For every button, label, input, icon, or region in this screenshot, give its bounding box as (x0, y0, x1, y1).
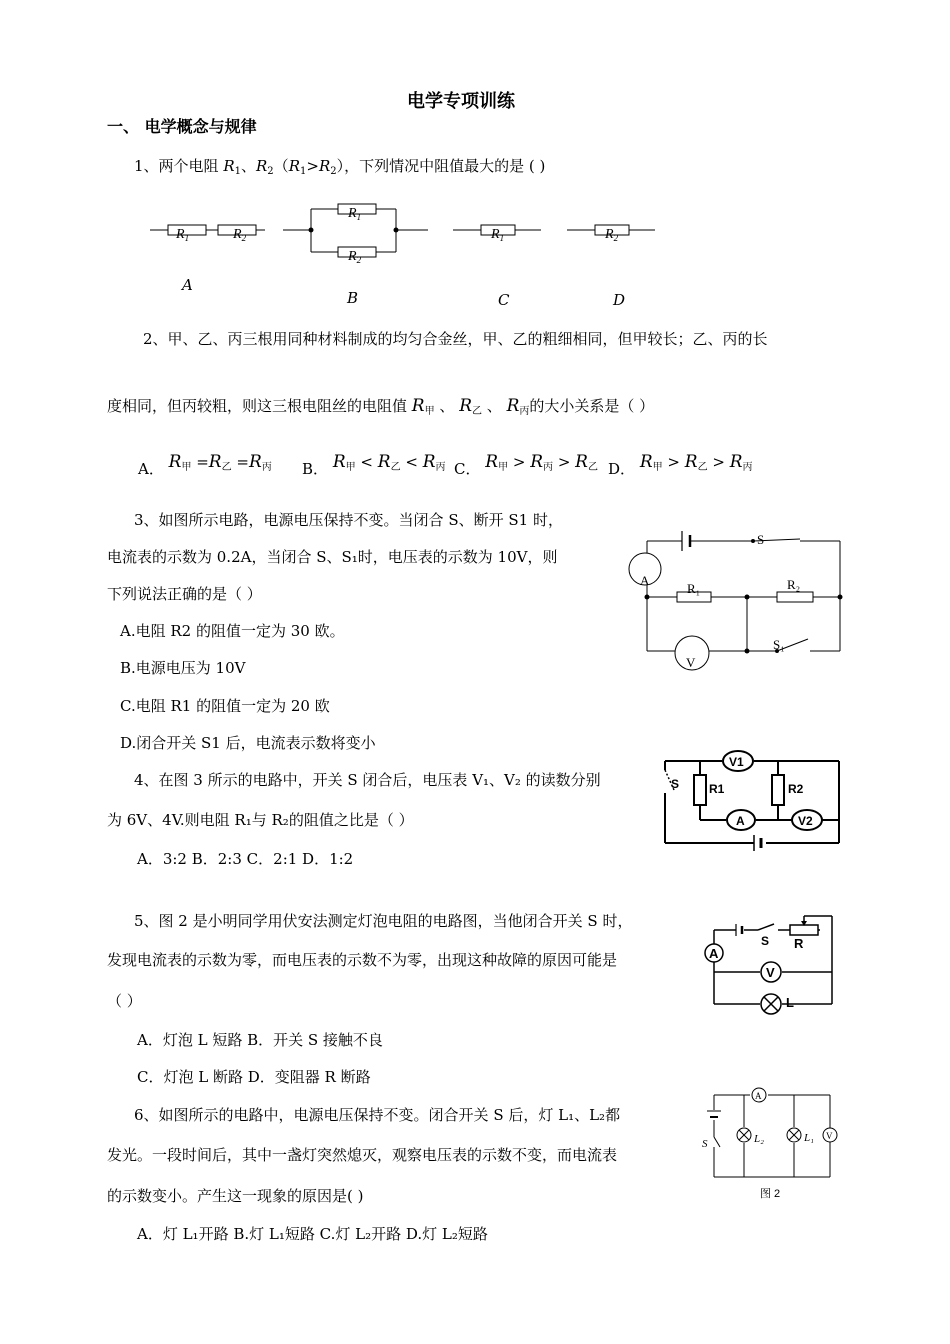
q1-label-c: C (498, 291, 510, 309)
q4-circuit-diagram (662, 748, 842, 848)
question-3-line2: 电流表的示数为 0.2A，当闭合 S、S₁时，电压表的示数为 10V，则 (107, 548, 558, 566)
svg-text:R2: R2 (788, 782, 804, 796)
svg-text:V1: V1 (729, 755, 744, 769)
svg-text:R1: R1 (709, 782, 725, 796)
svg-text:S: S (702, 1138, 708, 1150)
question-5-options-1: A．灯泡 L 短路 B．开关 S 接触不良 (137, 1031, 383, 1049)
svg-text:R1: $R_1$ (491, 227, 505, 243)
question-5-options-2: C．灯泡 L 断路 D．变阻器 R 断路 (137, 1068, 371, 1086)
page-title: 电学专项训练 (407, 91, 515, 112)
q1-label-a: A (182, 276, 193, 294)
svg-text:R₂: R₂ (787, 577, 801, 592)
question-1-stem: 1、两个电阻 $R_1$、$R_2(R_1>R_2)$，下列情况中阻值最大的是 ( ) (134, 157, 546, 177)
question-4-options: A．3:2 B．2:3 C．2:1 D．1:2 (137, 850, 354, 868)
svg-text:R₁: R₁ (687, 581, 701, 596)
question-6-line1: 6、如图所示的电路中，电源电压保持不变。闭合开关 S 后，灯 L₁、L₂都 (134, 1106, 621, 1124)
q3-option-c: C.电阻 R1 的阻值一定为 20 欧 (120, 697, 330, 715)
svg-text:R2: $R_2$ (348, 249, 362, 265)
svg-text:L: L (786, 995, 794, 1010)
q6-circuit-diagram (700, 1085, 840, 1205)
q3-circuit-diagram (625, 525, 845, 675)
svg-text:S: S (757, 532, 765, 547)
svg-text:L₁: L₁ (804, 1132, 814, 1144)
q1-diagram-b (283, 205, 428, 265)
svg-text:A: A (736, 814, 745, 828)
svg-text:V2: V2 (798, 814, 813, 828)
question-6-line3: 的示数变小。产生这一现象的原因是( ) (107, 1187, 364, 1205)
svg-text:S: S (761, 934, 770, 948)
question-5-line3: （ ） (107, 992, 142, 1010)
question-2-line2: 度相同，但丙较粗，则这三根电阻丝的电阻值 $R_甲$ 、 $R_乙$ 、 $R_丙$的大小关系是（ ） (107, 396, 655, 417)
q1-diagram-a (150, 215, 265, 245)
svg-text:A: A (709, 946, 719, 961)
svg-text:A: A (755, 1091, 762, 1101)
svg-text:R1: $R_1$ (176, 227, 190, 243)
svg-text:V: V (766, 965, 775, 980)
q3-option-a: A.电阻 R2 的阻值一定为 30 欧。 (120, 622, 345, 640)
q2-option-a: A． $R_甲 =R_乙 =R_丙$ (138, 452, 272, 478)
svg-text:V: V (686, 655, 696, 670)
q1-diagram-d (567, 215, 655, 245)
svg-text:S: S (671, 777, 680, 791)
question-2-line1: 2、甲、乙、丙三根用同种材料制成的均匀合金丝，甲、乙的粗细相同，但甲较长；乙、丙的长 (143, 330, 768, 348)
q1-label-b: B (347, 289, 359, 307)
question-4-line2: 为 6V、4V.则电阻 R₁与 R₂的阻值之比是（ ） (107, 811, 414, 829)
svg-text:S₁: S₁ (773, 637, 785, 652)
question-4-line1: 4、在图 3 所示的电路中，开关 S 闭合后，电压表 V₁、V₂ 的读数分别 (134, 771, 601, 789)
q2-option-d: D． $R_甲 > R_乙 > R_丙$ (608, 452, 753, 478)
question-3-line1: 3、如图所示电路，电源电压保持不变。当闭合 S、断开 S1 时， (134, 511, 563, 529)
svg-text:A: A (640, 573, 650, 588)
svg-text:图 2: 图 2 (760, 1188, 781, 1200)
svg-text:L₂: L₂ (754, 1133, 764, 1145)
question-5-line2: 发现电流表的示数为零，而电压表的示数不为零，出现这种故障的原因可能是 (107, 951, 618, 969)
question-5-line1: 5、图 2 是小明同学用伏安法测定灯泡电阻的电路图，当他闭合开关 S 时， (134, 912, 633, 930)
q5-circuit-diagram (700, 908, 840, 1020)
q3-option-b: B.电源电压为 10V (120, 659, 246, 677)
section-heading: 一、 电学概念与规律 (107, 117, 257, 136)
svg-text:V: V (826, 1131, 833, 1141)
svg-text:R1: $R_1$ (348, 206, 362, 222)
question-3-line3: 下列说法正确的是（ ） (107, 585, 262, 603)
svg-text:R2: $R_2$ (605, 227, 619, 243)
q2-option-c: C． $R_甲 > R_丙 > R_乙$ (454, 452, 598, 478)
q1-diagram-c (453, 215, 541, 245)
question-6-options: A．灯 L₁开路 B.灯 L₁短路 C.灯 L₂开路 D.灯 L₂短路 (137, 1225, 488, 1243)
q3-option-d: D.闭合开关 S1 后，电流表示数将变小 (120, 734, 376, 752)
q2-option-b: B． $R_甲 < R_乙 < R_丙$ (302, 452, 446, 478)
question-6-line2: 发光。一段时间后，其中一盏灯突然熄灭，观察电压表的示数不变，而电流表 (107, 1146, 618, 1164)
svg-text:R: R (794, 936, 804, 951)
q1-label-d: D (613, 291, 626, 309)
svg-text:R2: $R_2$ (233, 227, 247, 243)
